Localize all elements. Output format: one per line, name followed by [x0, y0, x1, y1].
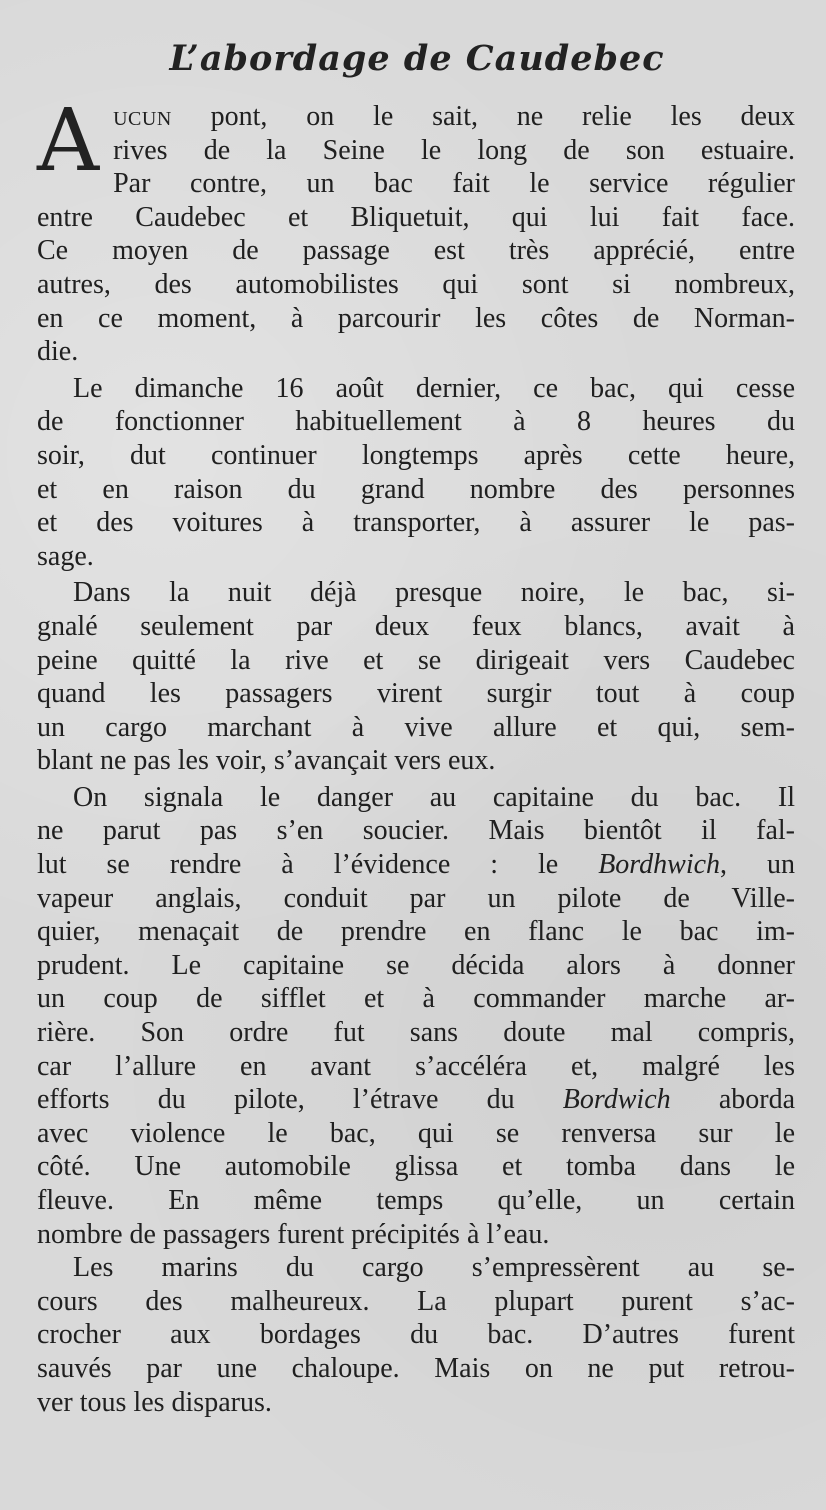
paragraph-4 [37, 781, 795, 1251]
article-body [37, 91, 795, 1419]
text-line: quier, menaçait de prendre en flanc le bac im- [37, 916, 795, 948]
text-line: en ce moment, à parcourir les côtes de Norman- [37, 302, 795, 334]
text-line: nombre de passagers furent précipités à l’eau. [37, 1218, 550, 1250]
text-line: gnalé seulement par deux feux blancs, avait à [37, 610, 795, 642]
text-line: quand les passagers virent surgir tout à coup [37, 678, 795, 710]
text-line: de fonctionner habituellement à 8 heures du [37, 406, 795, 438]
paragraph-3 [37, 576, 795, 778]
text-line: prudent. Le capitaine se décida alors à donner [37, 949, 795, 981]
text-line: avec violence le bac, qui se renversa sur le [37, 1117, 795, 1149]
paragraph-1 [37, 91, 795, 369]
text-line: ucun pont, on le sait, ne relie les deux [113, 101, 795, 132]
text-line: un cargo marchant à vive allure et qui, sem- [37, 711, 795, 743]
article-title: L’abordage de Caudebec [169, 38, 665, 79]
text-line: rière. Son ordre fut sans doute mal compris, [37, 1017, 795, 1049]
text-line: efforts du pilote, l’étrave du Bordwich aborda [37, 1084, 795, 1116]
text-line: ne parut pas s’en soucier. Mais bientôt il fal- [37, 815, 795, 847]
text-line: Dans la nuit déjà presque noire, le bac, si- [73, 577, 795, 609]
lead-smallcaps: ucun [113, 101, 172, 132]
text-line: sauvés par une chaloupe. Mais on ne put retrou- [37, 1352, 795, 1384]
text-line: lut se rendre à l’évidence : le Bordhwich, un [37, 849, 795, 881]
drop-cap: A [37, 91, 100, 191]
text-line: cours des malheureux. La plupart purent s’ac- [37, 1285, 795, 1317]
text-line: rives de la Seine le long de son estuaire. [113, 134, 795, 166]
text-line: fleuve. En même temps qu’elle, un certain [37, 1185, 795, 1216]
text-line: ver tous les disparus. [37, 1386, 272, 1418]
text-line: Le dimanche 16 août dernier, ce bac, qui cesse [73, 372, 795, 404]
text-line: soir, dut continuer longtemps après cette heure, [37, 439, 795, 471]
text-line: crocher aux bordages du bac. D’autres furent [37, 1319, 795, 1351]
paragraph-5 [37, 1251, 795, 1419]
ship-name: Bordwich [562, 1084, 671, 1116]
text-line: die. [37, 336, 79, 368]
text-line: entre Caudebec et Bliquetuit, qui lui fait face. [37, 201, 795, 233]
text-line: un coup de sifflet et à commander marche ar- [37, 983, 795, 1015]
text-line: autres, des automobilistes qui sont si nombreux, [37, 268, 795, 300]
text-line: sage. [37, 540, 94, 572]
text-line: car l’allure en avant s’accéléra et, malgré les [37, 1050, 795, 1082]
text-line: vapeur anglais, conduit par un pilote de Ville- [37, 882, 795, 914]
text-line: On signala le danger au capitaine du bac. Il [73, 781, 795, 813]
text-line: Les marins du cargo s’empressèrent au se- [73, 1252, 795, 1284]
paragraph-2 [37, 372, 795, 574]
text-line: et des voitures à transporter, à assurer le pas- [37, 507, 795, 539]
text-line: et en raison du grand nombre des personnes [37, 473, 795, 505]
text-line: Par contre, un bac fait le service régulier [113, 168, 795, 200]
text-line: Ce moyen de passage est très apprécié, entre [37, 235, 795, 267]
text-line: côté. Une automobile glissa et tomba dans le [37, 1151, 795, 1183]
ship-name: Bordhwich [598, 849, 721, 881]
text-line: peine quitté la rive et se dirigeait vers Caudebec [37, 644, 795, 676]
text-line: blant ne pas les voir, s’avançait vers eux. [37, 745, 496, 777]
